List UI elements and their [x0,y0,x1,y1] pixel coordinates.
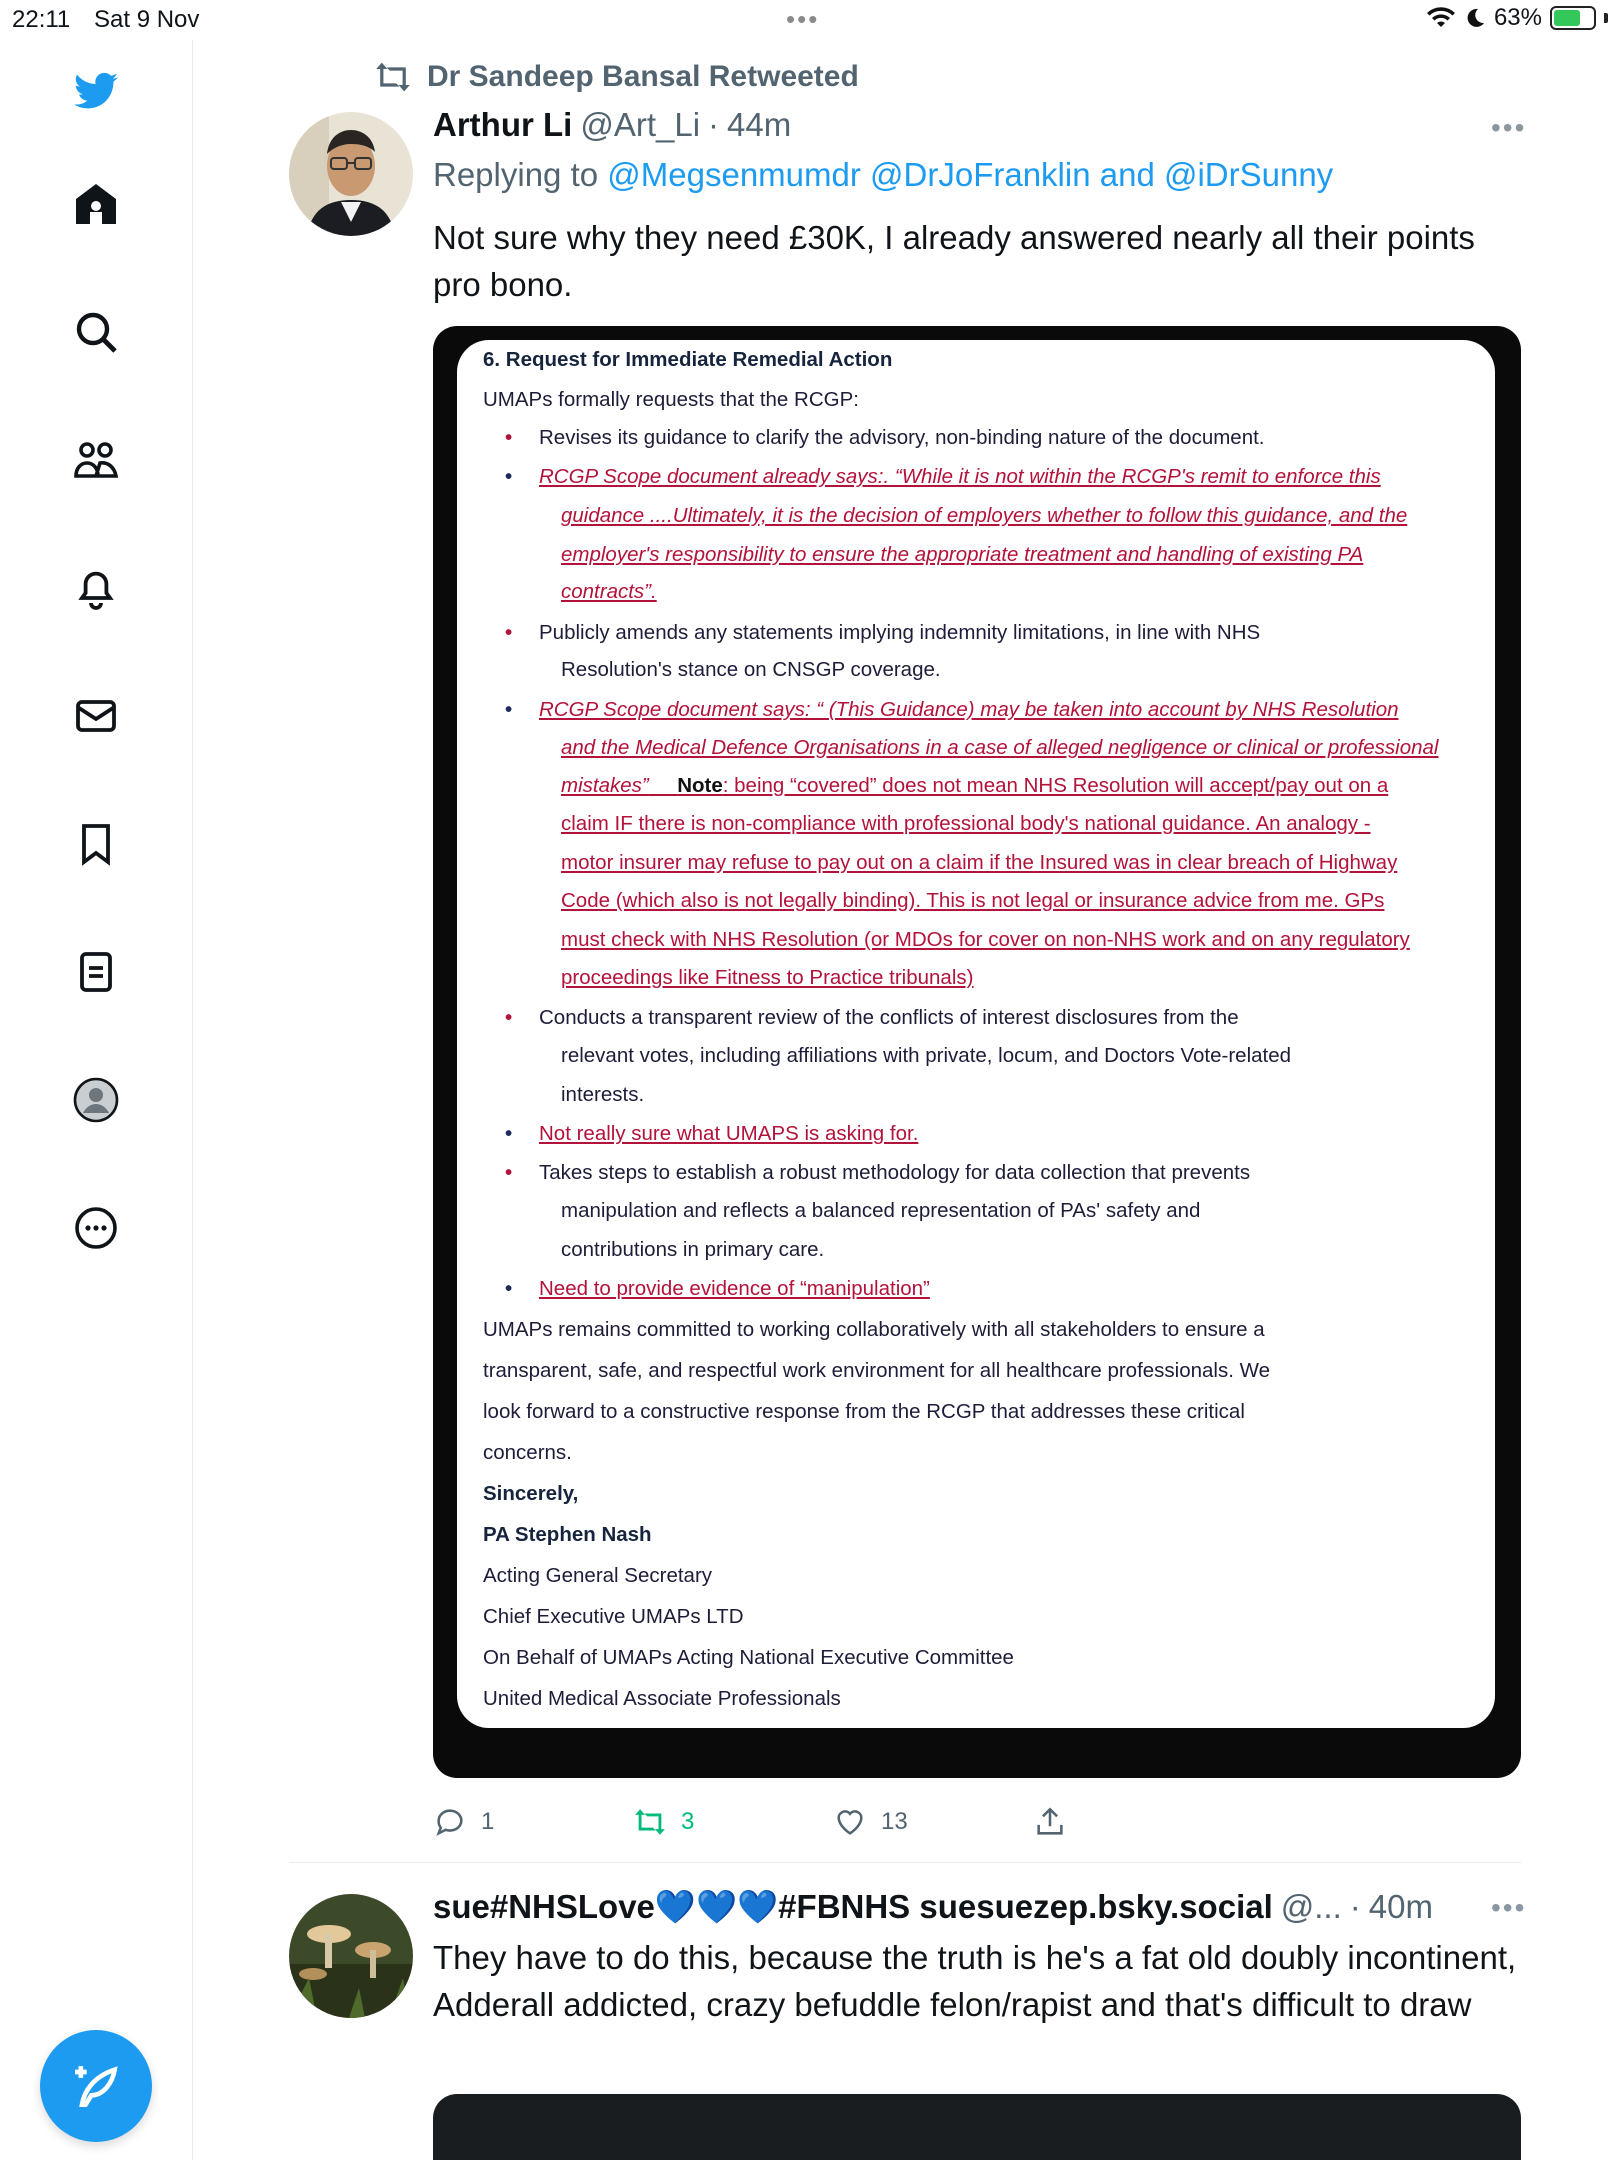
doc-role: United Medical Associate Professionals [483,1687,841,1710]
tweet-text: Not sure why they need £30K, I already answered nearly all their points pro bono. [433,219,1475,303]
like-button[interactable] [833,1805,908,1839]
doc-heading: 6. Request for Immediate Remedial Action [483,348,893,371]
doc-comment-line: employer's responsibility to ensure the appropriate treatment and handling of existing PA [561,543,1364,566]
doc-comment-line: contracts”. [561,580,657,603]
tweet-image[interactable] [433,326,1521,1778]
retweet-count: 3 [681,1808,695,1835]
doc-comment-line: and the Medical Defence Organisations in a case of alleged negligence or clinical or professional [561,736,1439,759]
status-time: 22:11 [12,6,71,33]
tweet-time[interactable]: 40m [1368,1888,1433,1925]
tweet-time[interactable]: 44m [727,106,792,143]
doc-comment-line: Code (which also is not legally binding). This is not legal or insurance advice from me. GPs [561,889,1385,912]
doc-paragraph-line: UMAPs remains committed to working collaboratively with all stakeholders to ensure a [483,1318,1265,1341]
doc-signoff: Sincerely, [483,1482,579,1505]
doc-comment-line: claim IF there is non-compliance with professional body's national guidance. An analogy - [561,812,1371,835]
reply-button[interactable] [433,1805,494,1839]
doc-comment-line: guidance ....Ultimately, it is the decision of employers whether to follow this guidance, and the [561,504,1408,527]
doc-paragraph-line: transparent, safe, and respectful work environment for all healthcare professionals. We [483,1359,1270,1382]
doc-role: Chief Executive UMAPs LTD [483,1605,744,1628]
doc-role: Acting General Secretary [483,1564,713,1587]
tweet-header [433,106,791,144]
doc-line: relevant votes, including affiliations with private, locum, and Doctors Vote-related [561,1044,1292,1067]
doc-comment-line: motor insurer may refuse to pay out on a claim if the Insured was in clear breach of Highway [561,851,1398,874]
compose-button[interactable] [40,2030,152,2142]
multitasking-dots-icon[interactable]: ••• [786,4,820,34]
doc-comment-line: mistakes” Note: being “covered” does not mean NHS Resolution will accept/pay out on a [561,774,1389,797]
more-options-icon[interactable]: ••• [1491,1892,1527,1923]
lists-icon[interactable] [70,946,122,998]
doc-comment-line: must check with NHS Resolution (or MDOs for cover on non-NHS work and on any regulatory [561,928,1410,951]
doc-paragraph-line: look forward to a constructive response from the RCGP that addresses these critical [483,1400,1245,1423]
timeline [193,40,1620,2160]
search-icon[interactable] [70,306,122,358]
retweeted-by-label: Dr Sandeep Bansal Retweeted [427,60,859,93]
moon-icon [1464,7,1486,29]
tweet-text: They have to do this, because the truth is he's a fat old doubly incontinent, Adderall addicted, crazy befuddle felon/rapist and that's difficult to draw [433,1939,1517,2023]
battery-percent: 63% [1493,4,1542,31]
avatar[interactable] [289,1894,413,2018]
replying-to [433,156,1333,194]
separator: · [708,106,720,143]
doc-role: On Behalf of UMAPs Acting National Executive Committee [483,1646,1014,1669]
wifi-icon [1426,6,1456,30]
doc-line: Resolution's stance on CNSGP coverage. [561,658,941,681]
share-icon [1033,1805,1067,1839]
status-indicators [1426,4,1608,32]
tweet-actions [433,1805,1521,1845]
mention-links[interactable]: @Megsenmumdr @DrJoFranklin and @iDrSunny [607,156,1334,193]
status-date: Sat 9 Nov [94,6,200,33]
replying-to-label: Replying to [433,156,599,193]
more-icon[interactable] [70,1202,122,1254]
communities-icon[interactable] [70,434,122,486]
doc-bullet-comment: • Need to provide evidence of “manipulation” [505,1277,930,1300]
compose-icon [68,2058,124,2114]
document-screenshot [457,340,1495,1728]
sidebar [0,40,193,2160]
doc-line: interests. [561,1083,645,1106]
tweet-header [433,1888,1433,1927]
twitter-logo-icon[interactable] [70,66,122,118]
doc-bullet: • Conducts a transparent review of the conflicts of interest disclosures from the [505,1006,1239,1029]
share-button[interactable] [1033,1805,1067,1839]
author-name[interactable]: Arthur Li [433,106,573,143]
more-options-icon[interactable]: ••• [1491,112,1527,143]
avatar[interactable] [289,112,413,236]
heart-icon [833,1805,867,1839]
doc-bullet-comment: • Not really sure what UMAPS is asking for. [505,1122,919,1145]
doc-bullet: • Publicly amends any statements implying indemnity limitations, in line with NHS [505,621,1261,644]
doc-line: contributions in primary care. [561,1238,825,1261]
reply-icon [433,1805,467,1839]
doc-bullet: • Takes steps to establish a robust methodology for data collection that prevents [505,1161,1251,1184]
doc-line: manipulation and reflects a balanced representation of PAs' safety and [561,1199,1201,1222]
like-count: 13 [881,1808,908,1835]
retweet-button[interactable] [633,1805,694,1839]
messages-icon[interactable] [70,690,122,742]
doc-bullet: • Revises its guidance to clarify the advisory, non-binding nature of the document. [505,426,1265,449]
notifications-icon[interactable] [70,562,122,614]
doc-signer: PA Stephen Nash [483,1523,652,1546]
battery-icon [1550,6,1596,30]
author-handle[interactable]: @Art_Li [580,106,701,143]
home-icon[interactable] [70,178,122,230]
status-bar [0,0,1620,40]
retweet-icon [373,61,413,93]
doc-paragraph-line: concerns. [483,1441,572,1464]
doc-intro: UMAPs formally requests that the RCGP: [483,388,859,411]
bookmarks-icon[interactable] [70,818,122,870]
reply-count: 1 [481,1808,495,1835]
author-name[interactable]: sue#NHSLove💙💙💙#FBNHS suesuezep.bsky.social [433,1888,1273,1925]
doc-bullet-comment: • RCGP Scope document says: “ (This Guidance) may be taken into account by NHS Resolution [505,698,1399,721]
retweet-context[interactable] [373,60,859,94]
tweet-divider [289,1862,1521,1863]
author-handle[interactable]: @... [1280,1888,1342,1925]
doc-bullet-comment: • RCGP Scope document already says:. “While it is not within the RCGP's remit to enforce this [505,465,1381,488]
retweet-icon [633,1805,667,1839]
doc-comment-line: proceedings like Fitness to Practice tribunals) [561,966,974,989]
separator: · [1349,1888,1361,1925]
profile-icon[interactable] [70,1074,122,1126]
tweet-image[interactable] [433,2094,1521,2160]
